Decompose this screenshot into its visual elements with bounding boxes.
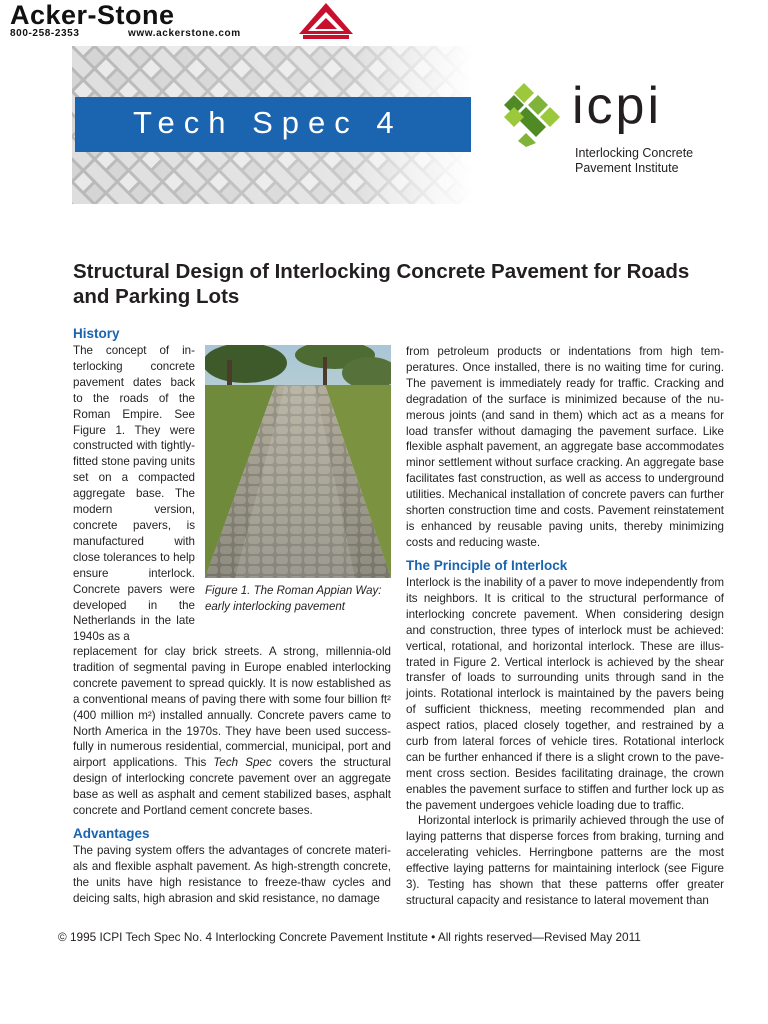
icpi-wordmark: icpi xyxy=(572,77,663,135)
tech-spec-italic: Tech Spec xyxy=(213,756,272,770)
section-heading-principle-of-interlock: The Principle of Interlock xyxy=(406,558,568,573)
advantages-paragraph: The paving system offers the advantages of concrete materials and flexible asphalt pavement. As high-strength concrete, the units have high resistance to freeze-thaw cycles and deicing salts, high abrasion and skid resistance, no damage xyxy=(73,844,391,905)
advantages-continued-paragraph: from petroleum products or indentations from high temperatures. Once installed, there is no waiting time for curing. The pavement is immediately ready for traffic. Cracking and degradation of the surface is minimized because of the numerous joints (and sand in them) which act as a means for load transfer without damaging the pavement surface. Like flexible asphalt pavement, an aggregate base accommodates minor settlement without surface cracking. An aggregate base facilitates fast construction, as well as access to underground utilities. Mechanical installation of concrete pavers can further shorten construction time and costs. Pavement reinstatement is enhanced by reusable paving units, thereby minimizing costs and reducing waste. xyxy=(406,345,724,549)
section-heading-advantages: Advantages xyxy=(73,826,150,841)
figure-caption: Figure 1. The Roman Appian Way: early interlocking pavement xyxy=(205,585,382,613)
company-phone: 800-258-2353 xyxy=(10,28,80,39)
banner-title: Tech Spec 4 xyxy=(133,105,403,140)
figure-appian-way-photo xyxy=(205,345,391,578)
icpi-name-line2: Pavement Institute xyxy=(575,161,679,175)
horizontal-interlock-paragraph: Horizontal interlock is primarily achieved through the use of laying patterns that disperse forces from braking, turning and accelerating vehicles. Herringbone patterns are the most effective laying patterns for maintaining interlock (see Figure 3). Testing has shown that these patterns offer greater structural capacity and resistance to lateral movement than xyxy=(406,814,724,907)
company-website: www.ackerstone.com xyxy=(128,28,241,39)
company-name: Acker-Stone xyxy=(10,0,175,30)
page-footer: © 1995 ICPI Tech Spec No. 4 Interlocking Concrete Pavement Institute • All rights reserved—Revised May 2011 xyxy=(58,930,641,944)
document-title: Structural Design of Interlocking Concrete Pavement for Roads and Parking Lots xyxy=(73,260,690,308)
history-paragraph-narrow: The concept of interlocking concrete pavement dates back to the roads of the Roman Empire. See Figure 1. They were constructed with tightly-fitted stone paving units set on a compacted aggregate base. The modern version, concrete pavers, is manufactured with close tolerances to help ensure interlock. Concrete pavers were developed in the Netherlands in the late 1940s as a xyxy=(73,344,195,644)
section-heading-history: History xyxy=(73,326,120,341)
history-text-part1: replacement for clay brick streets. A strong, millennia-old tradition of segmental paving in Europe enabled interlocking concrete pavement to spread quickly. It is now established as a conventional means of paving there with some four billion ft² (400 million m²) installed annually. Concrete pavers came to North America in the 1970s. They have been used successfully in numerous residential, commercial, municipal, port and airport applications. This xyxy=(73,645,391,770)
acker-stone-logo xyxy=(10,2,350,42)
principle-paragraph: Interlock is the inability of a paver to move independently from its neighbors. It is critical to the structural performance of interlocking concrete pavement. When considering design and construction, three types of interlock must be achieved: vertical, rotational, and horizontal interlock. These are illustrated in Figure 2. Vertical interlock is achieved by the shear transfer of loads to surrounding units through sand in the joints. Rotational interlock is maintained by the pavers being of sufficient thickness, meeting recommended plan and aspect ratios, placed closely together, and restrained by a curb from lateral forces of vehicle tires. Rotational interlock can be further enhanced if there is a slight crown to the pavement cross section. Besides facilitating drainage, the crown enables the pavement surface to stiffen and further lock up as the pavement undergoes vehicle loading due to traffic. xyxy=(406,576,724,812)
history-paragraph-wide xyxy=(73,644,391,819)
history-text-part2: covers the structural design of interlocking concrete pavement over an aggregate base as well as asphalt and cement stabilized bases, asphalt concrete and Portland cement concrete bases. xyxy=(73,756,392,818)
icpi-logo-icon xyxy=(504,83,564,147)
acker-stone-triangle-icon xyxy=(297,2,355,40)
icpi-name-line1: Interlocking Concrete xyxy=(575,146,694,160)
